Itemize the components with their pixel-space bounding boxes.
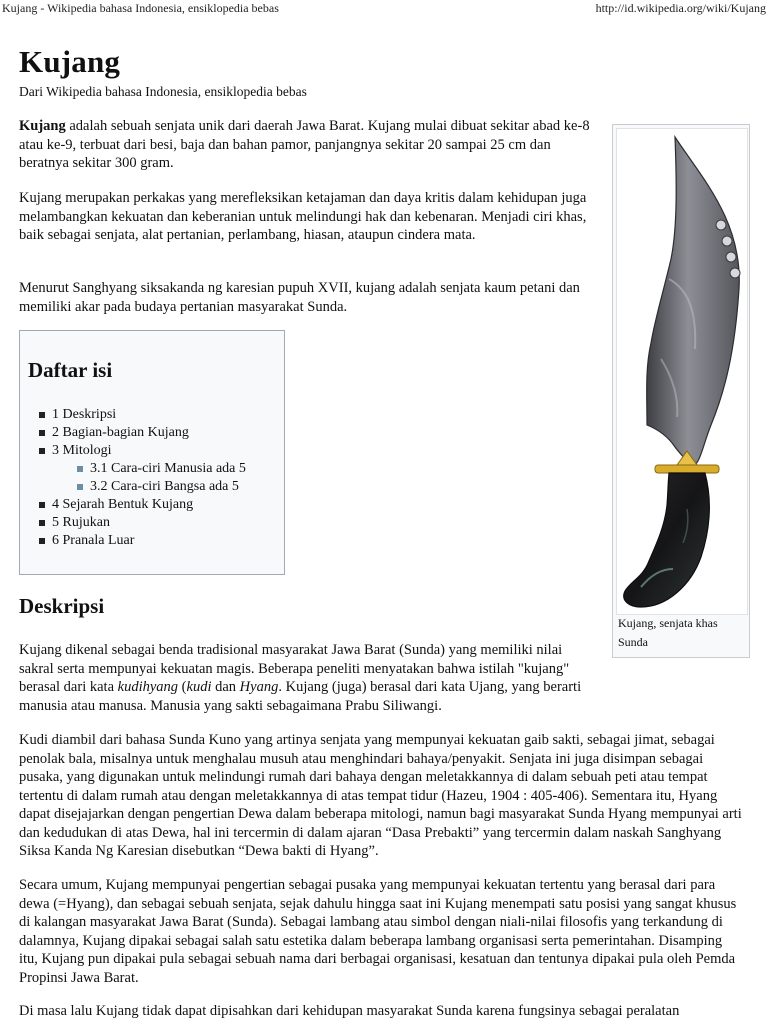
print-header-title: Kujang - Wikipedia bahasa Indonesia, ensiklopedia bebas — [2, 1, 279, 15]
toc-item-label: 6 Pranala Luar — [52, 533, 135, 548]
bullet-icon — [39, 412, 45, 418]
bullet-icon — [39, 430, 45, 436]
sub-bullet-icon — [77, 466, 83, 472]
toc-item-mitologi[interactable] — [52, 442, 246, 460]
infobox — [612, 124, 750, 658]
print-header-url[interactable]: http://id.wikipedia.org/wiki/Kujang — [595, 1, 766, 15]
bullet-icon — [39, 538, 45, 544]
deskripsi-p1-text-c: dan — [211, 679, 240, 695]
section-heading-deskripsi: Deskripsi — [19, 594, 105, 618]
toc-heading: Daftar isi — [28, 358, 113, 382]
bullet-icon — [39, 502, 45, 508]
deskripsi-paragraph-1 — [19, 641, 594, 715]
term-kudi: kudi — [186, 679, 212, 695]
kujang-blade — [647, 137, 740, 467]
print-header — [0, 0, 768, 20]
toc-item-sejarah-bentuk-kujang[interactable] — [52, 496, 246, 514]
deskripsi-p1-text-d: . Kujang (juga) berasal dari kata Ujang, yang berarti manusia atau manusa. Manusia yang sakti sebagaimana Prabu Siliwangi. — [19, 679, 582, 714]
page-subtitle: Dari Wikipedia bahasa Indonesia, ensiklopedia bebas — [19, 84, 307, 99]
kujang-guard — [655, 465, 719, 473]
toc-item-label: 1 Deskripsi — [52, 407, 117, 422]
page-title: Kujang — [19, 44, 121, 79]
intro-text: adalah sebuah senjata unik dari daerah Jawa Barat. Kujang mulai dibuat sekitar abad ke-8 atau ke-9, terbuat dari besi, baja dan bahan pamor, panjangnya sekitar 20 sampai 25 cm dan beratnya sekitar 300 gram. — [19, 118, 590, 171]
toc-item-cara-ciri-bangsa[interactable] — [52, 478, 246, 496]
toc-item-label: 3.1 Cara-ciri Manusia ada 5 — [90, 461, 246, 476]
deskripsi-paragraph-2: Kudi diambil dari bahasa Sunda Kuno yang artinya senjata yang mempunyai kekuatan gaib sakti, sebagai jimat, sebagai penolak bala, misalnya untuk menghalau musuh atau menghindari bahaya/penyakit. Senjata ini juga disimpan sebagai pusaka, yang digunakan untuk melindungi rumah dari bahaya dengan meletakkannya di dalam sebuah peti atau tempat tertentu di dalam rumah atau dengan meletakkannya di atas tempat tidur (Hazeu, 1904 : 405-406). Sementara itu, Hyang dapat disejajarkan dengan pengertian Dewa dalam beberapa mitologi, namun bagi masyarakat Sunda Hyang mempunyai arti dan kedudukan di atas Dewa, hal ini tercermin di dalam ajaran “Dasa Prebakti” yang tercermin dalam naskah Sanghyang Siksa Kanda Ng Karesian disebutkan “Dewa bakti di Hyang”. — [19, 732, 742, 859]
term-kudihyang: kudihyang — [117, 679, 179, 695]
deskripsi-p1-text-a: Kujang dikenal sebagai benda tradisional masyarakat Jawa Barat (Sunda) yang memiliki nilai sakral serta mempunyai kekuatan magis. Beberapa peneliti menyatakan bahwa istilah "kujang" berasal dari kata — [19, 642, 570, 695]
toc-item-pranala-luar[interactable] — [52, 532, 246, 550]
toc-item-deskripsi[interactable] — [52, 406, 246, 424]
toc-list — [52, 406, 246, 550]
intro-paragraph-3: Menurut Sanghyang siksakanda ng karesian pupuh XVII, kujang adalah senjata kaum petani dan memiliki akar pada budaya pertanian masyarakat Sunda. — [19, 280, 580, 315]
deskripsi-p1-text-b: ( — [178, 679, 187, 695]
term-hyang: Hyang — [239, 679, 279, 695]
toc-item-cara-ciri-manusia[interactable] — [52, 460, 246, 478]
intro-bold-term: Kujang — [19, 118, 66, 134]
sub-bullet-icon — [77, 484, 83, 490]
table-of-contents — [19, 330, 285, 575]
toc-item-bagian-bagian-kujang[interactable] — [52, 424, 246, 442]
toc-item-rujukan[interactable] — [52, 514, 246, 532]
deskripsi-paragraph-3: Secara umum, Kujang mempunyai pengertian sebagai pusaka yang mempunyai kekuatan tertentu yang berasal dari para dewa (=Hyang), dan sebagai sebuah senjata, sejak dahulu hingga saat ini Kujang menempati satu posisi yang sangat khusus di kalangan masyarakat Jawa Barat (Sunda). Sebagai lambang atau simbol dengan niali-nilai filosofis yang terkandung di dalamnya, Kujang dipakai sebagai salah satu estetika dalam beberapa lambang organisasi serta pemerintahan. Disamping itu, Kujang pun dipakai pula sebagai sebuah nama dari berbagai organisasi, kesatuan dan tentunya dipakai pula oleh Pemda Propinsi Jawa Barat. — [19, 877, 737, 986]
deskripsi-paragraph-4: Di masa lalu Kujang tidak dapat dipisahkan dari kehidupan masyarakat Sunda karena fungsinya sebagai peralatan — [19, 1003, 680, 1019]
bullet-icon — [39, 520, 45, 526]
toc-item-label: 3.2 Cara-ciri Bangsa ada 5 — [90, 479, 239, 494]
toc-item-label: 5 Rujukan — [52, 515, 110, 530]
intro-paragraph-1 — [19, 117, 594, 173]
infobox-caption: Kujang, senjata khas Sunda — [618, 616, 718, 649]
kujang-image[interactable] — [616, 128, 748, 615]
toc-item-label: 2 Bagian-bagian Kujang — [52, 425, 189, 440]
toc-item-label: 3 Mitologi — [52, 443, 112, 458]
bullet-icon — [39, 448, 45, 454]
toc-item-label: 4 Sejarah Bentuk Kujang — [52, 497, 194, 512]
kujang-handle — [624, 473, 710, 607]
kujang-illustration — [617, 129, 747, 614]
intro-paragraph-2: Kujang merupakan perkakas yang merefleksikan ketajaman dan daya kritis dalam kehidupan juga melambangkan kekuatan dan keberanian untuk melindungi hak dan kebenaran. Menjadi ciri khas, baik sebagai senjata, alat pertanian, perlambang, hiasan, ataupun cindera mata. — [19, 190, 587, 243]
